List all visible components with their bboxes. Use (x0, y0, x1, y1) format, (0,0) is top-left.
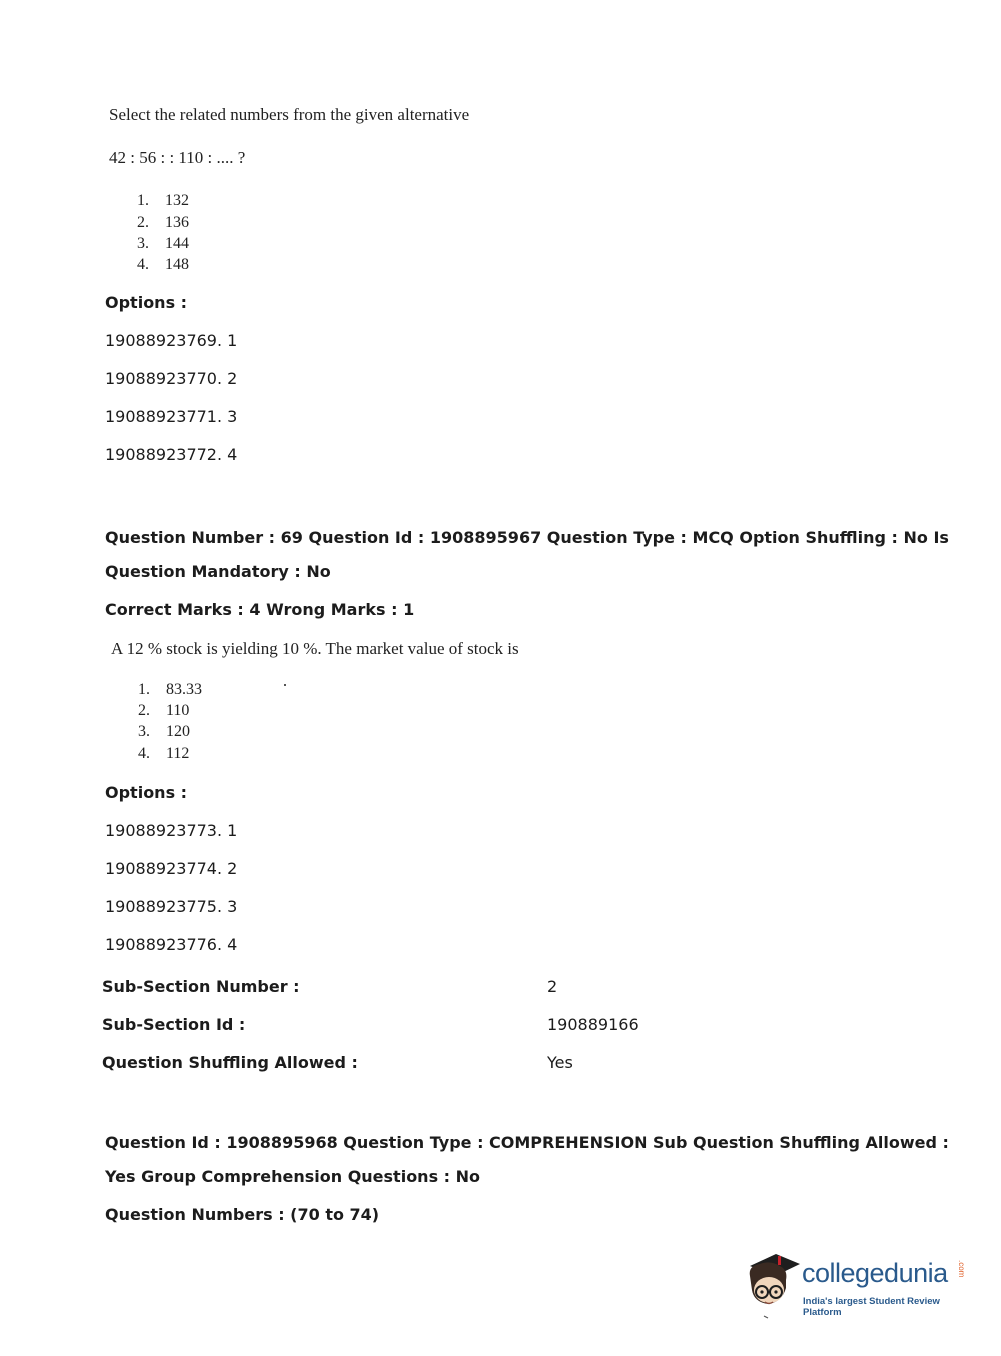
brand-name: collegedunia (802, 1258, 948, 1288)
question-shuffling-label: Question Shuffling Allowed : (102, 1053, 358, 1072)
choice-item: 4. 148 (137, 256, 189, 273)
choice-item: 1. 132 (137, 192, 189, 209)
stray-dot (284, 684, 286, 686)
comprehension-question-numbers: Question Numbers : (70 to 74) (105, 1205, 380, 1224)
subsection-id-value: 190889166 (547, 1015, 639, 1034)
option-item: 19088923774. 2 (105, 859, 238, 878)
option-item: 19088923775. 3 (105, 897, 238, 916)
brand-com: .com (957, 1260, 966, 1278)
option-item: 19088923773. 1 (105, 821, 238, 840)
option-item: 19088923771. 3 (105, 407, 238, 426)
choice-item: 4. 112 (138, 745, 190, 762)
brand-tagline: India's largest Student Review Platform (803, 1296, 940, 1318)
mascot-icon (742, 1250, 804, 1320)
collegedunia-logo (742, 1250, 972, 1320)
option-item: 19088923770. 2 (105, 369, 238, 388)
subsection-number-label: Sub-Section Number : (102, 977, 300, 996)
subsection-id-label: Sub-Section Id : (102, 1015, 246, 1034)
choice-item: 1. 83.33 (138, 681, 202, 698)
question-expression: 42 : 56 : : 110 : .... ? (109, 148, 246, 167)
comprehension-header: Question Id : 1908895968 Question Type : COMPREHENSION Sub Question Shuffling Allowed : (105, 1133, 949, 1152)
option-item: 19088923776. 4 (105, 935, 238, 954)
choice-item: 2. 136 (137, 214, 189, 231)
question-mandatory: Question Mandatory : No (105, 562, 331, 581)
question-text: Select the related numbers from the given alternative (109, 105, 470, 124)
choice-item: 3. 120 (138, 723, 190, 740)
option-item: 19088923772. 4 (105, 445, 238, 464)
option-item: 19088923769. 1 (105, 331, 238, 350)
choice-item: 3. 144 (137, 235, 189, 252)
question-header: Question Number : 69 Question Id : 1908895967 Question Type : MCQ Option Shuffling : No Is (105, 528, 949, 547)
subsection-number-value: 2 (547, 977, 558, 996)
question-text: A 12 % stock is yielding 10 %. The market value of stock is (111, 639, 519, 658)
question-shuffling-value: Yes (547, 1053, 573, 1072)
question-marks: Correct Marks : 4 Wrong Marks : 1 (105, 600, 415, 619)
comprehension-group: Yes Group Comprehension Questions : No (105, 1167, 481, 1186)
options-label: Options : (105, 783, 188, 802)
choice-item: 2. 110 (138, 702, 190, 719)
options-label: Options : (105, 293, 188, 312)
